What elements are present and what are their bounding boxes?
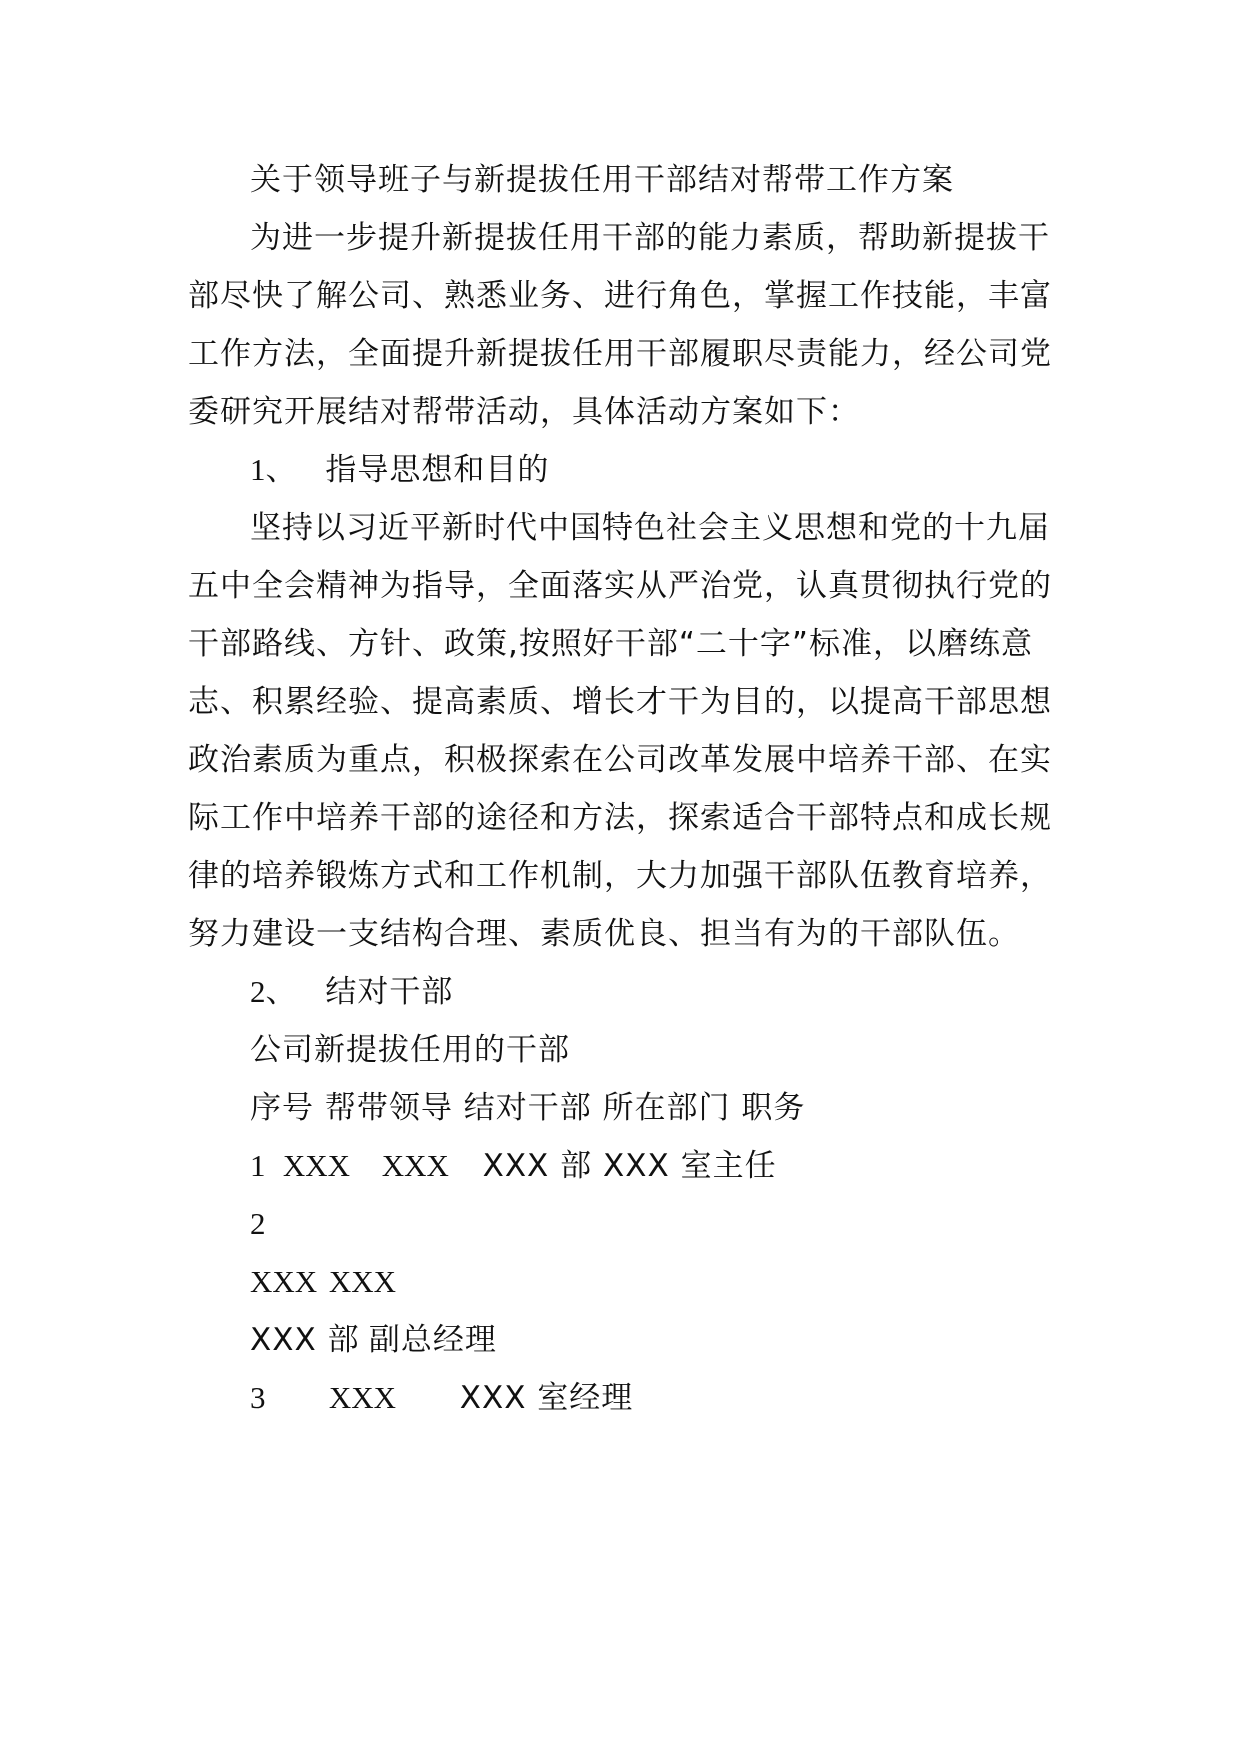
- intro-line-3: 工作方法，全面提升新提拔任用干部履职尽责能力，经公司党: [188, 336, 1052, 372]
- intro-line-4: 委研究开展结对帮带活动，具体活动方案如下：: [188, 394, 860, 430]
- intro-line-2: 部尽快了解公司、熟悉业务、进行角色，掌握工作技能，丰富: [188, 278, 1052, 314]
- row-2-role: 副总经理: [368, 1322, 497, 1358]
- section-2-subheading: 公司新提拔任用的干部: [250, 1032, 570, 1068]
- row-1-role: XXX 室主任: [603, 1148, 777, 1184]
- section-1-line-7: 律的培养锻炼方式和工作机制，大力加强干部队伍教育培养，: [188, 858, 1052, 894]
- table-row-3: [250, 1378, 633, 1418]
- row-3-role: XXX 室经理: [459, 1380, 634, 1416]
- table-row-2-names: [250, 1262, 396, 1302]
- section-1-line-8: 努力建设一支结构合理、素质优良、担当有为的干部队伍。: [188, 916, 1020, 952]
- table-header: 序号 帮带领导 结对干部 所在部门 职务: [250, 1090, 806, 1126]
- table-row-2-dept: [250, 1320, 497, 1360]
- section-1-line-4: 志、积累经验、提高素质、增长才干为目的，以提高干部思想: [188, 684, 1052, 720]
- section-1-number: 1、: [250, 452, 297, 487]
- section-2-number: 2、: [250, 974, 297, 1009]
- table-row-1: [250, 1146, 777, 1186]
- document-title: 关于领导班子与新提拔任用干部结对帮带工作方案: [250, 162, 954, 198]
- row-1-no: 1: [250, 1148, 266, 1183]
- row-3-no: 3: [250, 1380, 266, 1415]
- section-1-line-6: 际工作中培养干部的途径和方法，探索适合干部特点和成长规: [188, 800, 1052, 836]
- row-2-cadre: XXX: [328, 1264, 397, 1299]
- section-1-line-1: 坚持以习近平新时代中国特色社会主义思想和党的十九届: [250, 510, 1050, 546]
- table-row-2-no: 2: [250, 1206, 266, 1241]
- section-2-heading: [250, 972, 453, 1012]
- section-1-line-5: 政治素质为重点，积极探索在公司改革发展中培养干部、在实: [188, 742, 1052, 778]
- row-1-leader: XXX: [282, 1148, 351, 1183]
- section-1-title: 指导思想和目的: [325, 452, 550, 488]
- intro-line-1: 为进一步提升新提拔任用干部的能力素质，帮助新提拔干: [250, 220, 1050, 256]
- section-1-line-3: 干部路线、方针、政策,按照好干部“二十字”标准，以磨练意: [188, 626, 1033, 662]
- row-1-cadre: XXX: [381, 1148, 449, 1183]
- row-3-cadre: XXX: [328, 1380, 397, 1415]
- section-1-heading: [250, 450, 549, 490]
- row-2-leader: XXX: [250, 1264, 318, 1299]
- row-1-dept: XXX 部: [482, 1148, 593, 1184]
- row-2-dept: XXX 部: [250, 1322, 360, 1358]
- section-2-title: 结对干部: [325, 974, 454, 1010]
- section-1-line-2: 五中全会精神为指导，全面落实从严治党，认真贯彻执行党的: [188, 568, 1052, 604]
